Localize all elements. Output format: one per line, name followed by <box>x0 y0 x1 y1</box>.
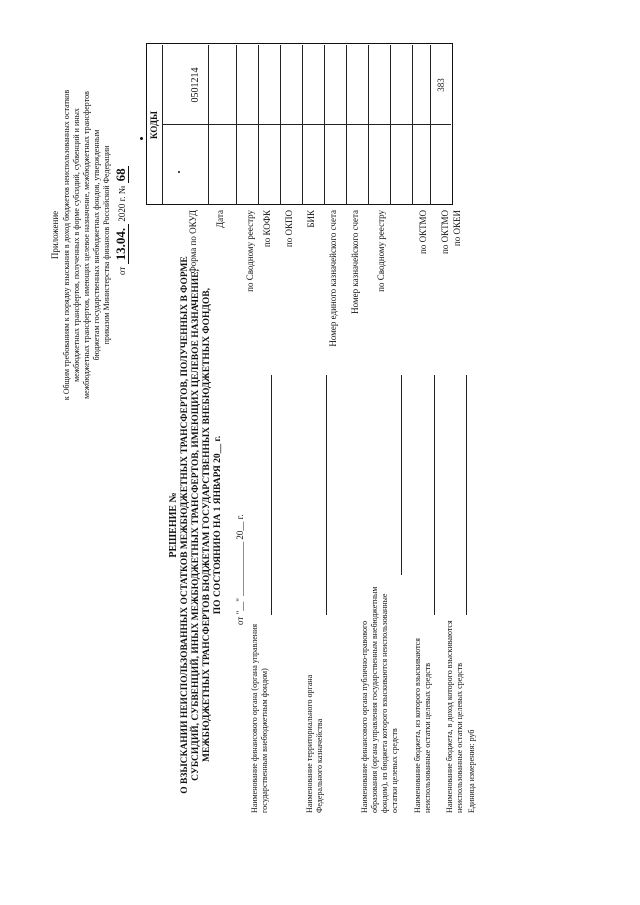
title-line-1: О ВЗЫСКАНИИ НЕИСПОЛЬЗОВАННЫХ ОСТАТКОВ МЕЖБЮДЖЕТНЫХ ТРАНСФЕРТОВ, ПОЛУЧЕННЫХ В ФОРМЕ <box>180 256 190 794</box>
field-treasury-l2: Федерального казначейства <box>315 718 324 813</box>
appendix-line-5: приказом Министерства финансов Российской Федерации <box>102 145 111 345</box>
field-budget-from-l1: Наименование бюджета, из которого взыскиваются <box>413 638 422 813</box>
okpo-label: по ОКПО <box>284 210 294 248</box>
scan-speck <box>140 137 143 140</box>
unit-label: Единица измерения: руб <box>467 729 476 813</box>
okei-code: 383 <box>436 78 446 92</box>
decision-date: от "__" ____________ 20__ г. <box>235 514 245 625</box>
eks-label: Номер единого казначейского счета <box>328 210 338 347</box>
field-fin-organ-l1: Наименование финансового органа (органа управления <box>250 623 259 813</box>
field-budget-to-line <box>466 375 467 615</box>
svod1-label: по Сводному реестру <box>245 210 255 292</box>
title-line-3: МЕЖБЮДЖЕТНЫХ ТРАНСФЕРТОВ БЮДЖЕТАМ ГОСУДАРСТВЕННЫХ ВНЕБЮДЖЕТНЫХ ФОНДОВ, <box>202 287 212 763</box>
field-budget-from-l2: неиспользованные остатки целевых средств <box>423 662 432 813</box>
date-label: Дата <box>215 210 225 228</box>
okei-label: по ОКЕИ <box>452 210 462 247</box>
field-source-organ-l4: остатки целевых средств <box>390 728 399 813</box>
order-line: от 13.04. 2020 г. № 68 <box>113 168 128 275</box>
oktmo1-label: по ОКТМО <box>418 210 428 254</box>
field-budget-to-l2: неиспользованные остатки целевых средств <box>455 662 464 813</box>
field-fin-organ-line <box>271 375 272 615</box>
field-source-organ-l1: Наименование финансового органа публично-правового <box>360 620 369 813</box>
field-budget-from-line <box>434 375 435 615</box>
form-okud-label: Форма по ОКУД <box>188 210 198 274</box>
codes-header: КОДЫ <box>149 111 159 139</box>
appendix-line-1: к Общим требованиям к порядку взыскания в доход бюджетов неиспользованных остатков <box>62 89 71 401</box>
title-line-4: ПО СОСТОЯНИЮ НА 1 ЯНВАРЯ 20__ г. <box>213 435 223 615</box>
svod2-label: по Сводному реестру <box>376 210 386 292</box>
bik-label: БИК <box>306 210 316 228</box>
field-budget-to-l1: Наименование бюджета, в доход которого взыскиваются <box>445 620 454 813</box>
appendix-line-3: межбюджетных трансфертов, имеющих целевое назначение, межбюджетных трансфертов <box>82 91 91 399</box>
order-date: 13.04. <box>113 224 129 265</box>
field-source-organ-l2: образования (органа управления государственным внебюджетным <box>370 586 379 813</box>
field-treasury-line <box>326 375 327 615</box>
field-source-organ-line <box>401 375 402 575</box>
oktmo2-label: по ОКТМО <box>440 210 450 254</box>
ks-label: Номер казначейского счета <box>350 210 360 314</box>
field-fin-organ-l2: государственным внебюджетным фондом) <box>260 668 269 813</box>
order-number: 68 <box>113 168 128 182</box>
kofk-label: по КОФК <box>262 210 272 248</box>
field-source-organ-l3: фондом), из бюджета которого взыскиваются неиспользованные <box>380 593 389 813</box>
appendix-line-4: бюджетам государственных внебюджетных фондов, утвержденным <box>92 129 101 361</box>
appendix-line-2: межбюджетных трансфертов, полученных в форме субсидий, субвенций и иных <box>72 108 81 382</box>
form-code: 0501214 <box>190 67 201 103</box>
field-treasury-l1: Наименование территориального органа <box>305 674 314 813</box>
appendix-title: Приложение <box>50 210 60 260</box>
title-line-2: СУБСИДИЙ, СУБВЕНЦИЙ, ИНЫХ МЕЖБЮДЖЕТНЫХ ТРАНСФЕРТОВ, ИМЕЮЩИХ ЦЕЛЕВОЕ НАЗНАЧЕНИЕ, <box>191 269 201 781</box>
decision-number: РЕШЕНИЕ № <box>168 492 179 558</box>
